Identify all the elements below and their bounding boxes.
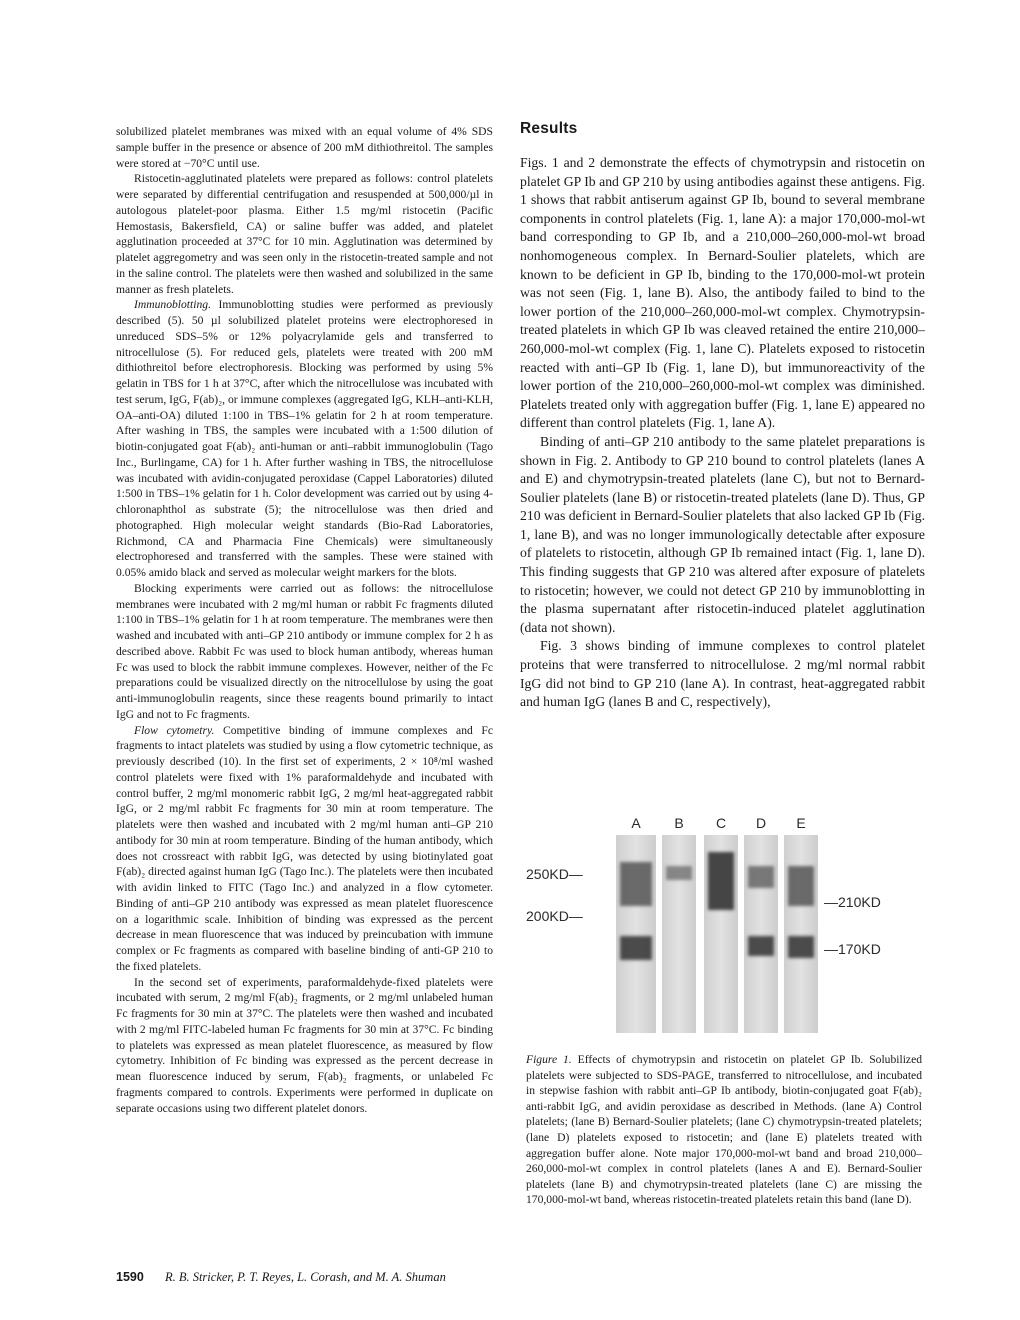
marker-210kd: —210KD [824,894,881,910]
band-e-170 [788,936,814,958]
page-footer [116,1270,446,1285]
lane-label-b: B [674,815,684,831]
blocking-paragraph: Blocking experiments were carried out as follows: the nitrocellulose membranes were incubated with 2 mg/ml human or rabbit Fc fragments diluted 1:100 in TBS–1% gelatin for 1 h at room temperature. The membranes were then washed and incubated with anti–GP 210 antibody or immune complex for 2 h as described above. Rabbit Fc was used to block human antibody, whereas human Fc was used to block the rabbit immune complexes. However, neither of the Fc preparations could be visualized directly on the nitrocellulose by using the goat anti-immunoglobulin reagents, since these reagents bound primarily to intact IgG and not to Fc fragments. [116,581,493,721]
band-d-170 [748,936,774,956]
lane-label-e: E [796,815,806,831]
methods-paragraph: solubilized platelet membranes was mixed with an equal volume of 4% SDS sample buffer in the presence or absence of 200 mM dithiothreitol. The samples were stored at −70°C until use. [116,125,493,170]
lane-b [662,835,696,1033]
band-d-upper [748,866,774,888]
lane-e [784,835,818,1033]
band-c-complex [708,852,734,910]
lane-label-d: D [755,815,767,831]
marker-250kd: 250KD— [526,866,583,882]
immunoblotting-text: Immunoblotting studies were performed as previously described (5). 50 µl solubilized platelet proteins were electrophoresed in unreduced SDS–5% or 12% polyacrylamide gels and transferred to nitrocellulose (5). For reduced gels, platelets were treated with 200 mM dithiothreitol before electrophoresis. Blocking was performed by using 5% gelatin in TBS for 1 h at 37°C, after which the nitrocellulose was incubated with test serum, IgG, F(ab)₂, or immune complexes (aggregated IgG, KLH–anti-KLH, OA–anti-OA) diluted 1:100 in TBS–1% gelatin for 2 h at room temperature. After washing in TBS, the samples were incubated with a 1:500 dilution of biotin-conjugated goat F(ab)₂ anti-human or anti–rabbit immunoglobulin (Tago Inc., Burlingame, CA) for 1 h. After further washing in TBS, the nitrocellulose was incubated with avidin-conjugated peroxidase (Cappel Laboratories) diluted 1:500 in TBS–1% gelatin for 1 h. Color development was carried out by using 4-chloronaphthol as substrate (5); the nitrocellulose was then dried and photographed. High molecular weight standards (Bio-Rad Laboratories, Richmond, CA and Pharmacia Fine Chemicals) were simultaneously electrophoresed and transferred with the samples. These were stained with 0.05% amido black and served as molecular weight markers for the blots. [116,298,493,579]
methods-column [116,124,493,1116]
flow-cytometry-runin-heading: Flow cytometry. [134,723,215,737]
marker-200kd: 200KD— [526,908,583,924]
figure-1-label: Figure 1. [526,1053,572,1066]
results-heading: Results [520,120,578,137]
immunoblot-image [520,810,925,1042]
lane-d [744,835,778,1033]
ristocetin-methods-paragraph: Ristocetin-agglutinated platelets were prepared as follows: control platelets were separated by differential centrifugation and resuspended at 500,000/µl in autologous platelet-poor plasma. Either 1.5 mg/ml ristocetin (Pacific Hemostasis, Bakersfield, CA) or saline buffer was added, and platelet agglutination proceeded at 37°C for 10 min. Agglutination was determined by platelet aggregometry and was seen only in the ristocetin-treated sample and not in the saline control. The platelets were then washed and solubilized in the same manner as fresh platelets. [116,172,493,296]
figure-1-caption-text: Effects of chymotrypsin and ristocetin on platelet GP Ib. Solubilized platelets were subjected to SDS-PAGE, transferred to nitrocellulose, and incubated in stepwise fashion with rabbit anti–GP Ib antibody, biotin-conjugated goat F(ab)₂ anti-rabbit IgG, and avidin peroxidase as described in Methods. (lane A) Control platelets; (lane B) Bernard-Soulier platelets; (lane C) chymotrypsin-treated platelets; (lane D) platelets exposed to ristocetin; and (lane E) platelets treated with aggregation buffer alone. Note major 170,000-mol-wt band and broad 210,000–260,000-mol-wt complex in control platelets (lanes A and E). Bernard-Soulier platelets (lane B) and chymotrypsin-treated platelets (lane C) are missing the 170,000-mol-wt band, whereas ristocetin-treated platelets retain this band (lane D). [526,1053,923,1207]
figure-1-immunoblot [520,810,925,1042]
results-paragraph-1: Figs. 1 and 2 demonstrate the effects of chymotrypsin and ristocetin on platelet GP Ib and GP 210 by using antibodies against these antigens. Fig. 1 shows that rabbit antiserum against GP Ib, bound to several membrane components in control platelets (Fig. 1, lane A): a major 170,000-mol-wt band corresponding to GP Ib, and a 210,000–260,000-mol-wt broad nonhomogeneous complex. In Bernard-Soulier platelets, which are known to be deficient in GP Ib, binding to the 170,000-mol-wt protein was not seen (Fig. 1, lane B). Also, the antibody failed to bind to the lower portion of the 210,000–260,000-mol-wt complex. Chymotrypsin-treated platelets in which GP Ib was cleaved retained the entire 210,000–260,000-mol-wt complex (Fig. 1, lane C). Platelets exposed to ristocetin reacted with anti–GP Ib (Fig. 1, lane D), but immunoreactivity of the lower portion of the 210,000–260,000-mol-wt complex was diminished. Platelets treated only with aggregation buffer (Fig. 1, lane E) appeared no different than control platelets (Fig. 1, lane A). [520,155,925,431]
running-footer-authors: R. B. Stricker, P. T. Reyes, L. Corash, and M. A. Shuman [164,1270,446,1284]
immunoblotting-runin-heading: Immunoblotting. [134,298,211,312]
band-a-170 [620,936,652,960]
second-experiments-paragraph: In the second set of experiments, paraformaldehyde-fixed platelets were incubated with serum, 2 mg/ml F(ab)₂ fragments, or 2 mg/ml unlabeled human Fc fragments for 30 min at 37°C. The platelets were then washed and incubated with 2 mg/ml FITC-labeled human Fc fragments for 30 min at 37°C. Fc binding to platelets was expressed as mean platelet fluorescence, as measured by flow cytometry. Inhibition of Fc binding was expressed as the percent decrease in mean fluorescence induced by serum, F(ab)₂ fragments, or unlabeled Fc fragments compared to controls. Experiments were performed in duplicate on separate occasions using two different platelet donors. [116,975,493,1115]
results-paragraph-2: Binding of anti–GP 210 antibody to the same platelet preparations is shown in Fig. 2. Antibody to GP 210 bound to control platelets (lanes A and E) and chymotrypsin-treated platelets (lane C), but not to Bernard-Soulier platelets (lane B) or ristocetin-treated platelets (lane D). Thus, GP 210 was deficient in Bernard-Soulier platelets that also lacked GP Ib (Fig. 1, lane B), and was no longer immunologically detectable after exposure of platelets to ristocetin, although GP Ib remained intact (Fig. 1, lane D). This finding suggests that GP 210 was altered after exposure of platelets to ristocetin; however, we could not detect GP 210 by immunoblotting in the plasma supernatant after ristocetin-induced platelet agglutination (data not shown). [520,433,925,635]
band-e-complex [788,866,814,906]
lane-label-a: A [631,815,641,831]
band-a-complex [620,862,652,906]
flow-cytometry-paragraph [116,723,493,975]
immunoblotting-paragraph [116,297,493,581]
results-column [520,120,925,712]
results-paragraph-3: Fig. 3 shows binding of immune complexes to control platelet proteins that were transferred to nitrocellulose. 2 mg/ml normal rabbit IgG did not bind to GP 210 (lane A). In contrast, heat-aggregated rabbit and human IgG (lanes B and C, respectively), [520,638,925,710]
flow-cytometry-text: Competitive binding of immune complexes and Fc fragments to intact platelets was studied by using a flow cytometric technique, as previously described (10). In the first set of experiments, 2 × 10⁸/ml washed control platelets were fixed with 1% paraformaldehyde and incubated with control buffer, 2 mg/ml monomeric rabbit IgG, 2 mg/ml heat-aggregated rabbit IgG, or 2 mg/ml rabbit Fc fragments for 30 min at room temperature. The platelets were then washed and incubated with 2 mg/ml human anti–GP 210 antibody for 30 min at room temperature. Binding of the human antibody, which does not crossreact with rabbit IgG, was detected by using biotinylated goat F(ab)₂ directed against human IgG (Tago Inc.). The platelets were then incubated with avidin linked to FITC (Tago Inc.) and analyzed in a flow cytometer. Binding of anti–GP 210 antibody was expressed as mean platelet fluorescence on a logarithmic scale. Inhibition of binding was expressed as the percent decrease in mean fluorescence that was induced by preincubation with immune complex or Fc fragments as compared with baseline binding of anti-GP 210 to the fixed platelets. [116,723,493,973]
marker-170kd: —170KD [824,941,881,957]
lane-label-c: C [715,815,727,831]
page-number: 1590 [116,1270,144,1284]
band-b-upper [666,866,692,880]
figure-1-caption [526,1052,922,1208]
